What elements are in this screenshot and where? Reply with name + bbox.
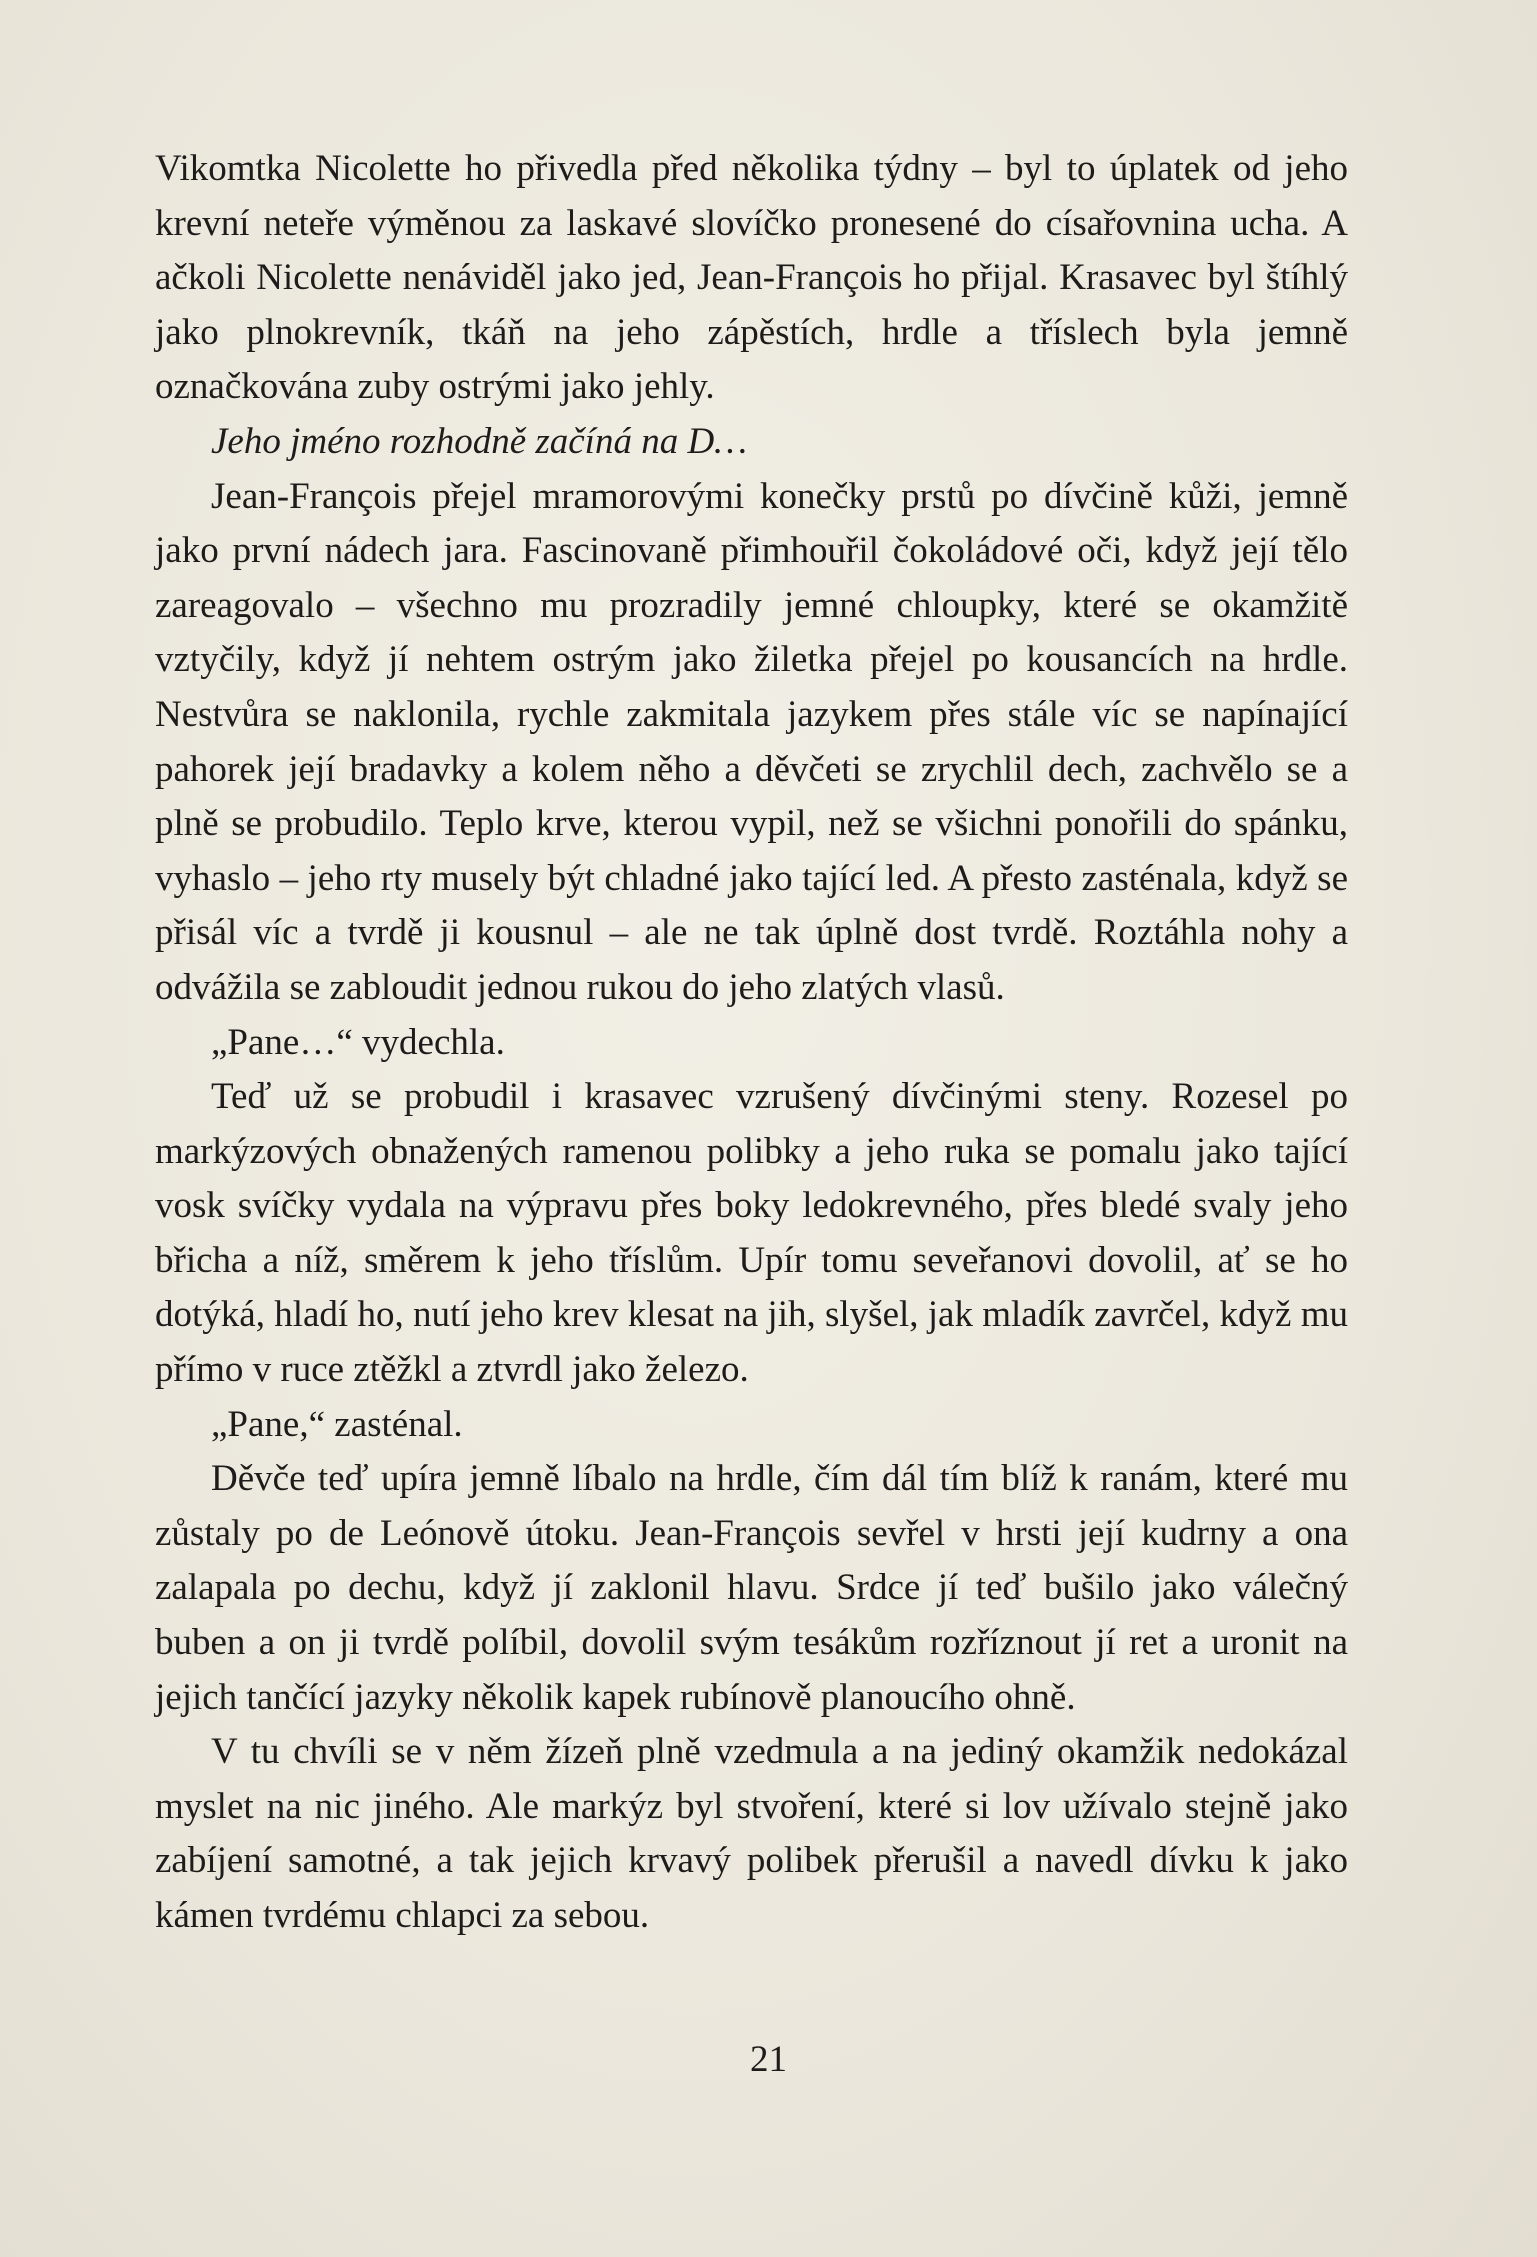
dialogue-line: „Pane…“ vydechla. (211, 1021, 505, 1063)
paragraph: Teď už se probudil i krasavec vzrušený dívčinými steny. Rozesel po markýzových obnažených ramenou polibky a jeho ruka se pomalu jako tající vosk svíčky vydala na výpravu přes boky ledokrevného, přes bledé svaly jeho břicha a níž, směrem k jeho tříslům. Upír tomu seveřanovi dovolil, ať se ho dotýká, hladí ho, nutí jeho krev klesat na jih, slyšel, jak mladík zavrčel, když mu přímo v ruce ztěžkl a ztvrdl jako železo. (155, 1076, 1348, 1391)
paragraph: Jean-François přejel mramorovými konečky prstů po dívčině kůži, jemně jako první nádech jara. Fascinovaně přimhouřil čokoládové oči, když její tělo zareagovalo – všechno mu prozradily jemné chloupky, které se okamžitě vztyčily, když jí nehtem ostrým jako žiletka přejel po kousancích na hrdle. Nestvůra se naklonila, rychle zakmitala jazykem přes stále víc se napínající pahorek její bradavky a kolem něho a děvčeti se zrychlil dech, zachvělo se a plně se probudilo. Teplo krve, kterou vypil, než se všichni ponořili do spánku, vyhaslo – jeho rty musely být chladné jako tající led. A přesto zasténala, když se přisál víc a tvrdě ji kousnul – ale ne tak úplně dost tvrdě. Roztáhla nohy a odvážila se zabloudit jednou rukou do jeho zlatých vlasů. (155, 475, 1348, 1008)
page-number: 21 (750, 2039, 787, 2080)
body-text (155, 142, 1348, 1944)
paragraph-italic (155, 415, 1348, 470)
paragraph: Děvče teď upíra jemně líbalo na hrdle, čím dál tím blíž k ranám, které mu zůstaly po de Leónově útoku. Jean-François sevřel v hrsti její kudrny a ona zalapala po dechu, když jí zaklonil hlavu. Srdce jí teď bušilo jako válečný buben a on ji tvrdě políbil, dovolil svým tesákům rozříznout jí ret a uronit na jejich tančící jazyky několik kapek rubínově planoucího ohně. (155, 1458, 1348, 1718)
dialogue-line: „Pane,“ zasténal. (211, 1403, 463, 1445)
paragraph: Vikomtka Nicolette ho přivedla před několika týdny – byl to úplatek od jeho krevní neteře výměnou za laskavé slovíčko pronesené do císařovnina ucha. A ačkoli Nicolette nenáviděl jako jed, Jean-François ho přijal. Krasavec byl štíhlý jako plnokrevník, tkáň na jeho zápěstích, hrdle a tříslech byla jemně označkována zuby ostrými jako jehly. (155, 148, 1348, 408)
paragraph: V tu chvíli se v něm žízeň plně vzedmula a na jediný okamžik nedokázal myslet na nic jiného. Ale markýz byl stvoření, které si lov užívalo stejně jako zabíjení samotné, a tak jejich krvavý polibek přerušil a navedl dívku k jako kámen tvrdému chlapci za sebou. (155, 1731, 1348, 1936)
italic-thought: Jeho jméno rozhodně začíná na D… (211, 420, 748, 462)
